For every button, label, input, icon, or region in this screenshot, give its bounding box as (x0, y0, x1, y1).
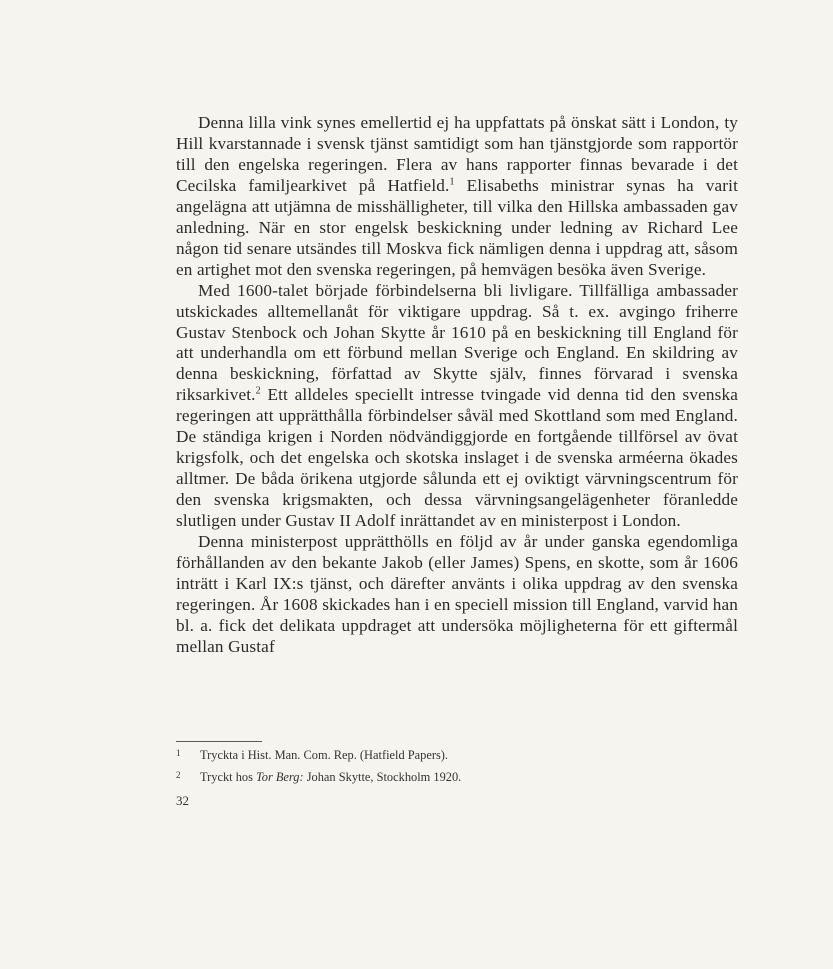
paragraph (176, 113, 738, 281)
footnote-2 (176, 765, 738, 787)
footnote-reference: 1 (449, 176, 455, 188)
paragraph (176, 281, 738, 532)
footnote-author: Tor Berg: (256, 770, 304, 784)
footnote-1 (176, 743, 738, 765)
paragraph (176, 532, 738, 658)
paragraph-text: Elisabeths ministrar synas ha varit angelägna att utjämna de misshälligheter, till vilka den Hillska ambassaden gav anledning. När en stor engelsk beskickning under ledning av Richard Lee någon tid senare utsändes till Moskva fick nämligen denna i uppdrag att, såsom en artighet mot den svenska regeringen, på hemvägen besöka även Sverige. (176, 175, 739, 279)
paragraph-text: Denna lilla vink synes emellertid ej ha uppfattats på önskat sätt i London, ty Hill kvarstannade i svensk tjänst samtidigt som han tjänstgjorde som rapportör till den engelska regeringen. Flera av hans rapporter finnas bevarade i det Cecilska familjearkivet på Hatfield. (176, 113, 738, 195)
footnote-marker: 1 (176, 748, 181, 758)
footnote-text-pre: Tryckt hos (200, 770, 256, 784)
paragraph-text: Med 1600-talet började förbindelserna bli livligare. Tillfälliga ambassader utskickades alltemellanåt för viktigare uppdrag. Så t. ex. avgingo friherre Gustav Stenbock och Johan Skytte år 1610 på en beskickning till England för att underhandla om ett förbund mellan Sverige och England. En skildring av denna beskickning, författad av Skytte själv, finnes förvarad i svenska riksarkivet. (176, 280, 738, 405)
footnote-text-post: Johan Skytte, Stockholm 1920. (303, 770, 462, 784)
body-text (176, 113, 738, 658)
paragraph-text: Ett alldeles speciellt intresse tvingade vid denna tid den svenska regeringen att upprätthålla förbindelser såväl med Skottland som med England. De ständiga krigen i Norden nödvändiggjorde en fortgående tillförsel av övat krigsfolk, och det engelska och skotska inslaget i de svenska arméerna ökades alltmer. De båda örikena utgjorde sålunda ett ej oviktigt värvningscentrum för den svenska krigsmakten, och dessa värvningsangelägenheter föranledde slutligen under Gustav II Adolf inrättandet av en ministerpost i London. (176, 385, 738, 531)
footnote-divider (176, 741, 262, 742)
page-number: 32 (176, 793, 189, 808)
footnotes (176, 743, 738, 787)
paragraph-text: Denna ministerpost upprätthölls en följd av år under ganska egendomliga förhållanden av den bekante Jakob (eller James) Spens, en skotte, som år 1606 inträtt i Karl IX:s tjänst, och därefter använts i olika uppdrag av den svenska regeringen. År 1608 skickades han i en speciell mission till England, varvid han bl. a. fick det delikata uppdraget att undersöka möjligheterna för ett giftermål mellan Gustaf (176, 532, 738, 656)
footnote-marker: 2 (176, 770, 181, 780)
footnote-text: Tryckta i Hist. Man. Com. Rep. (Hatfield Papers). (200, 748, 449, 762)
footnote-reference: 2 (255, 385, 261, 397)
